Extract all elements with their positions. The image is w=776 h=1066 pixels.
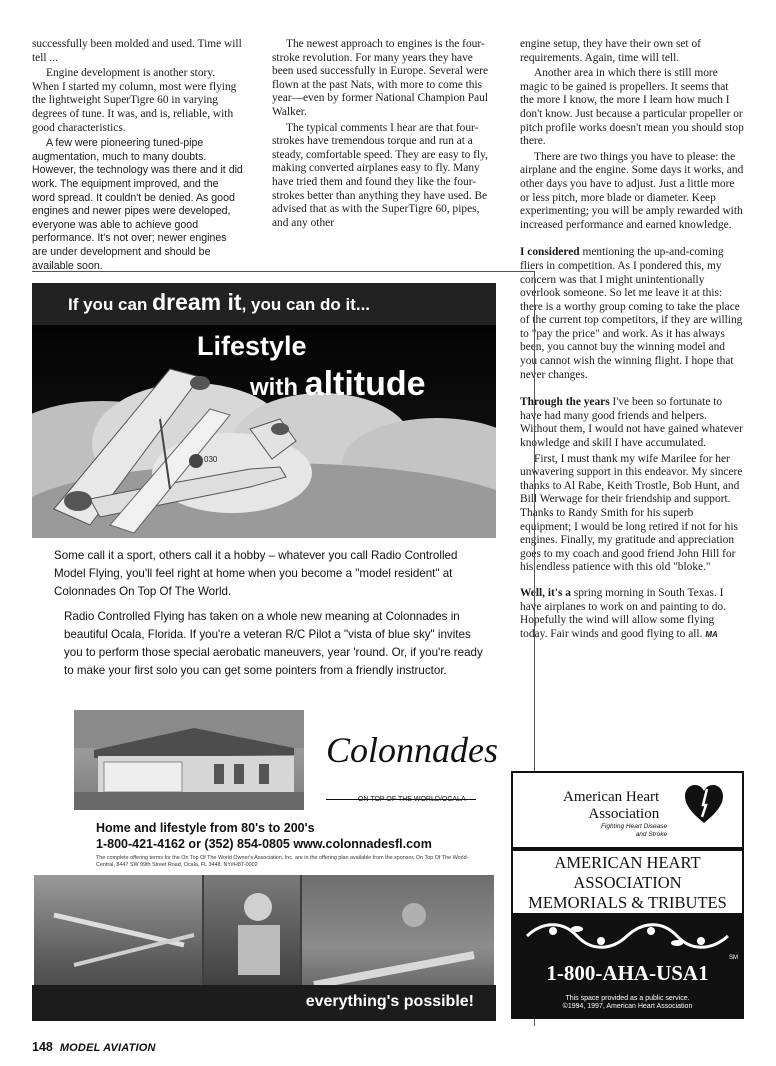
colonnades-advertisement	[32, 283, 499, 1021]
ad-altitude-title: with altitude	[250, 365, 426, 403]
paragraph: The newest approach to engines is the four-stroke revolution. For many years they have been used successfully in Europe. Several were flown at the past Nats, with more to come this year—even by former National Champion Paul Walker.	[272, 38, 489, 118]
floral-ornament	[523, 919, 732, 953]
ad-paragraph: Some call it a sport, others call it a hobby – whatever you call Radio Controlled Model Flying, you'll feel right at home when you become a "model resident" at Colonnades On Top Of The World.	[54, 549, 458, 598]
aha-phone: 1-800-AHA-USA1	[546, 961, 709, 985]
section-lead-in: Through the years	[520, 396, 610, 409]
article-column-1	[32, 38, 244, 275]
ad-price-line: Home and lifestyle from 80's to 200's	[96, 821, 315, 835]
ad-phone-web: 1-800-421-4162 or (352) 854-0805 www.colonnadesfl.com	[96, 837, 432, 851]
page-number: 148	[32, 1040, 53, 1054]
plane-marking: 030	[204, 455, 218, 464]
section-paragraph	[520, 396, 744, 450]
aha-advertisement	[511, 771, 744, 1019]
paragraph-text: I've been so fortunate to have had many good friends and helpers. Without them, I would not have gained whatever knowledge and skill I have accumulated.	[520, 396, 743, 450]
article-column-2	[272, 38, 496, 232]
aha-tagline: Fighting Heart Disease and Stroke	[601, 823, 668, 838]
ad-lifestyle-title: Lifestyle	[197, 331, 307, 361]
article-column-3	[520, 38, 744, 643]
heart-torch-icon	[685, 783, 723, 827]
aha-memorials-panel: AMERICAN HEART ASSOCIATION MEMORIALS & TRIBUTES	[513, 851, 742, 913]
service-mark: SM	[729, 955, 738, 961]
aha-name: American Heart Association	[563, 789, 660, 822]
paragraph: First, I must thank my wife Marilee for her unwavering support in this endeavor. My sincere thanks to Al Rabe, Keith Trostle, Bob Hunt, and Bill Werwage for their friendship and support. Thanks to Randy Smith for his superb equipment; I would be long retired if not for his engines. Finally, my gratitude and appreciation goes to my coach and good friend John Hill for his endless patience with this old "bloke."	[520, 452, 743, 574]
magazine-name: MODEL AVIATION	[59, 1042, 156, 1054]
ad-paragraph: Radio Controlled Flying has taken on a whole new meaning at Colonnades in beautiful Ocala, Florida. If you're a veteran R/C Pilot a "vista of blue sky" invites you to perform those special aerobatic maneuvers, year 'round. Or, if you're ready to make your first solo you can get some pointers from a friendly instructor.	[64, 610, 483, 677]
aha-logo-panel	[513, 773, 742, 847]
ad-headline: If you can dream it, you can do it...	[68, 289, 371, 315]
paragraph-text: mentioning the up-and-coming fliers in competition. As I pondered this, my concern was that I might unintentionally overlook someone. So let me leave it at this: there is a worthy group coming to take the place of the current top competitors, if they are willing to "pay the price" and work. As it has always been, you cannot buy the winning model and you cannot wish the winning flight. I hope that never changes.	[520, 246, 743, 381]
aha-notice: This space provided as a public service. ©1994, 1997, American Heart Association	[562, 995, 693, 1010]
paragraph: A few were pioneering tuned-pipe augmentation, much to many doubts. However, the technology was there and it did work. The equipment improved, and the word spread. It couldn't be denied. As good engines and newer pipes were developed, everyone was able to achieve good performance. It's not over; newer engines are under development and should be available soon.	[32, 137, 243, 272]
page-footer	[32, 1040, 156, 1054]
ad-fine-print: The complete offering terms for the On Top Of The World Owner's Association, Inc. are in the offering plan available from the sponsor, On Top Of The World-Central, 8447 SW 99th Street Road, Ocala, FL 3448. NY#H87-0002	[96, 855, 469, 868]
section-lead-in: Well, it's a	[520, 586, 571, 599]
ad-body-text	[54, 547, 484, 687]
paragraph: successfully been molded and used. Time will tell ...	[32, 38, 242, 64]
paragraph: engine setup, they have their own set of requirements. Again, time will tell.	[520, 38, 701, 64]
paragraph: The typical comments I hear are that four-strokes have tremendous torque and run at a steady, comfortable speed. They are easy to fly, making converted airplanes easy to fly. Many have tried them and found they like the four-strokes better than anything they have used. Be advised that as with the SuperTigre 60, pipes, and any other	[272, 121, 488, 229]
house-photo	[74, 710, 304, 810]
ad-hero-image	[32, 283, 496, 538]
paragraph: Another area in which there is still more magic to be gained is propellers. It seems that the more I know, the more I learn how much I don't know. Just because a particular propeller or pitch profile works doesn't mean you should stop there.	[520, 67, 744, 148]
section-paragraph	[520, 587, 744, 641]
end-mark: MA	[705, 629, 718, 639]
section-lead-in: I considered	[520, 246, 580, 259]
section-paragraph	[520, 246, 744, 382]
paragraph: Engine development is another story. When I started my column, most were flying the lightweight SuperTigre 60 in varying degrees of tune. It was, and is, reliable, with good characteristics.	[32, 67, 237, 134]
paragraph-text: spring morning in South Texas. I have airplanes to work on and painting to do. Hopefully the wind will allow some flying today. Fair winds and good flying to all.	[520, 586, 726, 640]
ad-footer-bar	[32, 985, 496, 1021]
paragraph: There are two things you have to please: the airplane and the engine. Some days it works, and other days you have to adjust. Just a little more or less pitch, more blade or diameter. Keep experimenting; you will be amply rewarded with increased performance and earned knowledge.	[520, 150, 744, 231]
colonnades-logo: Colonnades ON TOP OF THE WORLD/OCALA	[326, 730, 499, 803]
ad-slogan: everything's possible!	[305, 993, 474, 1010]
